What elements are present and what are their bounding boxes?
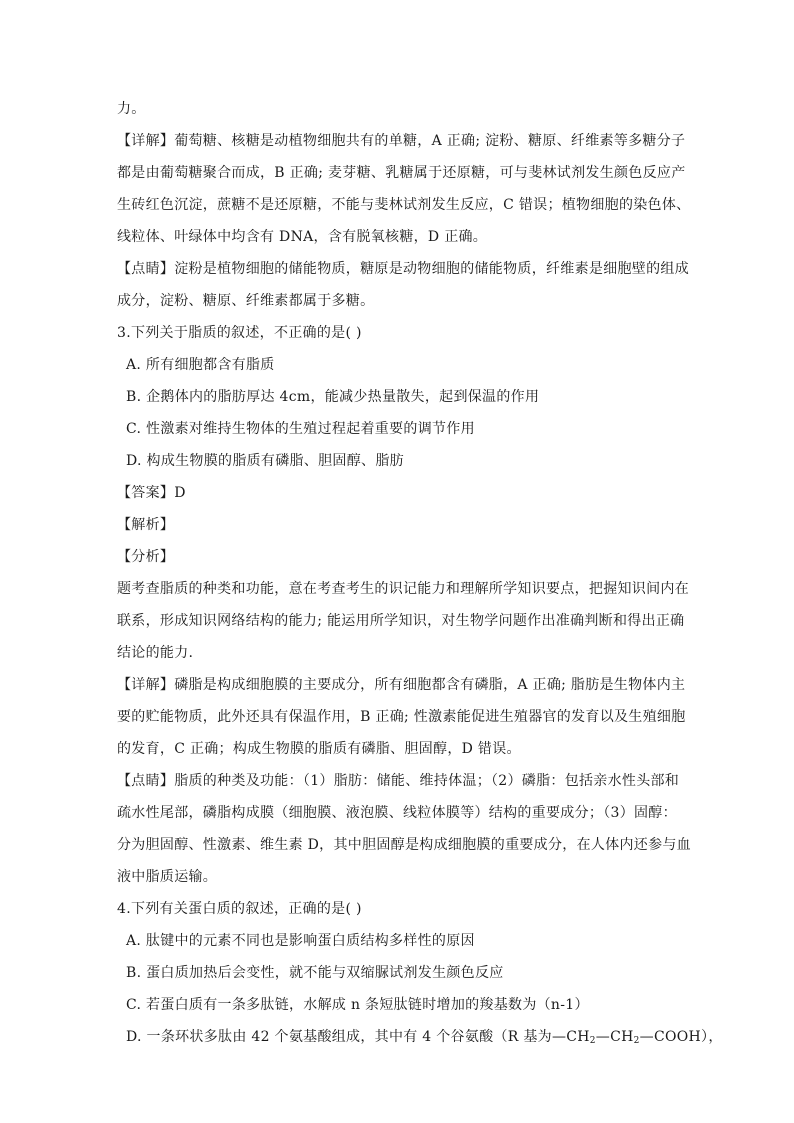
subscript: 2 [633,1036,640,1046]
text-line: 的发育，C 正确；构成生物膜的脂质有磷脂、胆固醇，D 错误。 [117,741,521,757]
option-d-text-start: D. 一条环状多肽由 42 个氨基酸组成，其中有 4 个谷氨酸（R 基为—CH [126,1029,590,1045]
comment-heading-line: 【点睛】淀粉是植物细胞的储能物质，糖原是动物细胞的储能物质，纤维素是细胞壁的组成 [117,261,689,277]
text-line: 力。 [117,101,146,117]
detail-heading-line: 【详解】磷脂是构成细胞膜的主要成分，所有细胞都含有磷脂，A 正确; 脂肪是生物体内主 [117,677,686,693]
text-line: 题考查脂质的种类和功能，意在考查考生的识记能力和理解所学知识要点，把握知识间内在 [117,581,689,597]
text-line: 生砖红色沉淀，蔗糖不是还原糖，不能与斐林试剂发生反应，C 错误；植物细胞的染色体、 [117,197,691,213]
question-3-option-b: B. 企鹅体内的脂肪厚达 4cm，能减少热量散失，起到保温的作用 [126,389,540,405]
text-line: 联系，形成知识网络结构的能力; 能运用所学知识，对生物学问题作出准确判断和得出正确 [117,613,685,629]
analysis-label: 【解析】 [117,517,175,533]
text-line: 都是由葡萄糖聚合而成，B 正确; 麦芽糖、乳糖属于还原糖，可与斐林试剂发生颜色反应产 [117,165,686,181]
comment-heading-line: 【点睛】脂质的种类及功能：（1）脂肪：储能、维持体温；（2）磷脂：包括亲水性头部和 [117,773,680,789]
text-line: 成分，淀粉、糖原、纤维素都属于多糖。 [117,293,375,309]
question-3-option-c: C. 性激素对维持生物体的生殖过程起着重要的调节作用 [126,421,475,437]
text-line: 结论的能力. [117,645,194,661]
text-line: 疏水性尾部，磷脂构成膜（细胞膜、液泡膜、线粒体膜等）结构的重要成分；（3）固醇： [117,805,677,821]
question-4-stem: 4.下列有关蛋白质的叙述，正确的是( ) [117,901,362,917]
question-3-option-d: D. 构成生物膜的脂质有磷脂、胆固醇、脂肪 [126,453,404,469]
text-line: 线粒体、叶绿体中均含有 DNA，含有脱氧核糖，D 正确。 [117,229,488,245]
detail-heading-line: 【详解】葡萄糖、核糖是动植物细胞共有的单糖，A 正确; 淀粉、糖原、纤维素等多糖分子 [117,133,686,149]
question-4-option-a: A. 肽键中的元素不同也是影响蛋白质结构多样性的原因 [126,933,475,949]
question-3-option-a: A. 所有细胞都含有脂质 [126,357,275,373]
text-line: 要的贮能物质，此外还具有保温作用，B 正确; 性激素能促进生殖器官的发育以及生殖细胞 [117,709,686,725]
text-line: 液中脂质运输。 [117,869,218,885]
subscript: 2 [589,1036,596,1046]
question-4-option-d [126,1027,723,1047]
analysis-sub-label: 【分析】 [117,549,175,565]
question-4-option-c: C. 若蛋白质有一条多肽链，水解成 n 条短肽链时增加的羧基数为（n-1） [126,997,589,1013]
option-d-text-mid: —CH [595,1029,634,1045]
question-4-option-b: B. 蛋白质加热后会变性，就不能与双缩脲试剂发生颜色反应 [126,965,504,981]
option-d-text-end: —COOH）， [639,1029,723,1045]
text-line: 分为胆固醇、性激素、维生素 D，其中胆固醇是构成细胞膜的重要成分，在人体内还参与血 [117,837,691,853]
question-3-stem: 3.下列关于脂质的叙述，不正确的是( ) [117,325,362,341]
answer-label: 【答案】D [117,485,186,501]
